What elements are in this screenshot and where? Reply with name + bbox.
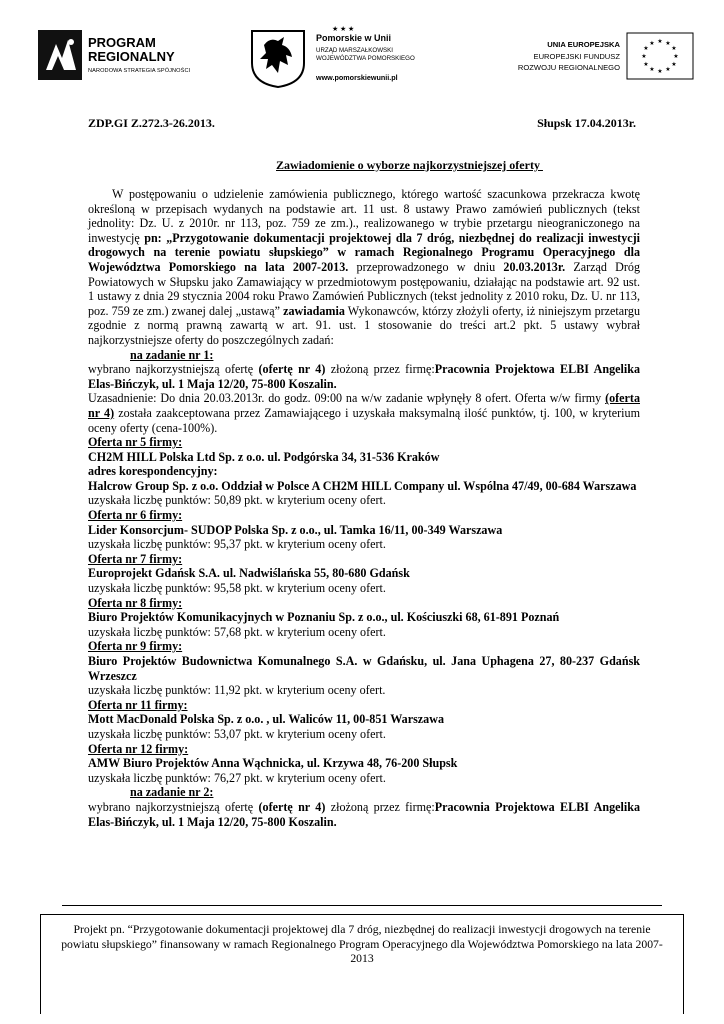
program-regionalny-logo	[38, 30, 198, 94]
svg-text:★: ★	[643, 45, 649, 52]
pomorskie-griffin-icon	[248, 29, 308, 89]
offer-9-points: uzyskała liczbę punktów: 11,92 pkt. w kryterium oceny ofert.	[88, 683, 386, 698]
offer-5-correspondence-header: adres korespondencyjny:	[88, 464, 218, 479]
eu-line3: ROZWOJU REGIONALNEGO	[517, 63, 620, 72]
regionalny-label: REGIONALNY	[88, 49, 175, 64]
program-label: PROGRAM	[88, 35, 156, 50]
offer-11-address: Mott MacDonald Polska Sp. z o.o. , ul. Waliców 11, 00-851 Warszawa	[88, 712, 444, 727]
svg-text:★: ★	[649, 40, 655, 47]
task2-selection: wybrano najkorzystniejszą ofertę (ofertę nr 4) złożoną przez firmę:Pracownia Projektowa ELBI Angelika Elas-Bińczyk, ul. 1 Maja 12/20, 75-800 Koszalin.	[88, 799, 641, 829]
offer-6-header: Oferta nr 6 firmy:	[88, 508, 183, 523]
offer-6-address: Lider Konsorcjum- SUDOP Polska Sp. z o.o., ul. Tamka 16/11, 00-349 Warszawa	[88, 522, 503, 537]
task1-label: na zadanie nr 1:	[130, 347, 214, 362]
project-footer	[40, 914, 684, 1014]
offer-9-address: Biuro Projektów Budownictwa Komunalnego S.A. w Gdańsku, ul. Jana Uphagena 27, 80-237 Gdańsk Wrzeszcz	[88, 654, 640, 683]
urzad-line1: URZĄD MARSZAŁKOWSKI	[316, 47, 394, 54]
svg-text:★: ★	[671, 45, 677, 52]
footer-divider	[62, 905, 662, 906]
eu-logo	[484, 32, 694, 88]
document-title: Zawiadomienie o wyborze najkorzystniejszej oferty	[276, 158, 543, 172]
offer-5-points: uzyskała liczbę punktów: 50,89 pkt. w kryterium oceny ofert.	[88, 493, 386, 508]
svg-text:★: ★	[649, 66, 655, 73]
svg-text:★: ★	[665, 66, 671, 73]
pomorskie-stars: ★ ★ ★	[332, 25, 355, 33]
document-reference: ZDP.GI Z.272.3-26.2013.	[88, 116, 215, 130]
svg-text:★: ★	[665, 40, 671, 47]
svg-text:★: ★	[671, 61, 677, 68]
eu-flag-icon	[626, 32, 694, 80]
footer-text: Projekt pn. “Przygotowanie dokumentacji projektowej dla 7 dróg, niezbędnej do realizacji inwestycji drogowych na terenie powiatu słupskiego” finansowany w ramach Regionalnego Program Operacyjnego dla Województwa Pomorskiego na lata 2007-2013	[61, 923, 663, 965]
eu-line1: UNIA EUROPEJSKA	[547, 40, 620, 49]
offer-8-points: uzyskała liczbę punktów: 57,68 pkt. w kryterium oceny ofert.	[88, 624, 386, 639]
task2-label: na zadanie nr 2:	[130, 785, 214, 800]
offer-8-header: Oferta nr 8 firmy:	[88, 595, 183, 610]
svg-text:★: ★	[641, 53, 647, 60]
offer-7-header: Oferta nr 7 firmy:	[88, 551, 183, 566]
svg-text:★: ★	[657, 68, 663, 75]
pomorskie-brand: Pomorskie w Unii	[316, 33, 392, 43]
offer-12-header: Oferta nr 12 firmy:	[88, 741, 189, 756]
header-logos	[28, 20, 694, 98]
offer-9-header: Oferta nr 9 firmy:	[88, 639, 183, 654]
place-and-date: Słupsk 17.04.2013r.	[537, 116, 636, 130]
offer-5-header: Oferta nr 5 firmy:	[88, 435, 183, 450]
program-regionalny-logo-icon	[38, 30, 82, 80]
svg-text:★: ★	[673, 53, 679, 60]
offer-11-points: uzyskała liczbę punktów: 53,07 pkt. w kryterium oceny ofert.	[88, 726, 386, 741]
intro-paragraph: W postępowaniu o udzielenie zamówienia publicznego, którego wartość szacunkowa przekracza kwotę określoną w przepisach wydanych na podstawie art. 11 ust. 8 ustawy Prawo zamówień publicznych (tekst jednolity: Dz. U. z 2010r. nr 113, poz. 759 ze zm.)., realizowanego w trybie przetargu nieograniczonego na inwestycję pn: „Przygotowanie dokumentacji projektowej dla 7 dróg, niezbędnej do realizacji inwestycji drogowych na terenie powiatu słupskiego” w ramach Regionalnego Programu Operacyjnego dla Województwa Pomorskiego na lata 2007-2013. przeprowadzonego w dniu 20.03.2013r. Zarząd Dróg Powiatowych w Słupsku jako Zamawiający w przedmiotowym postępowaniu, działając na podstawie art. 92 ust. 1 ustawy z dnia 29 stycznia 2004 roku Prawo Zamówień Publicznych (tekst jednolity z 2010 roku, Dz. U. nr 113, poz. 759 ze zm.) zwanej dalej „ustawą” zawiadamia Wykonawców, którzy złożyli oferty, iż niniejszym przetargu zgodnie z normą prawną zawartą w art. 91. ust. 1 stosowanie do treści art.2 pkt. 5 ustawy wybrał najkorzystniejsze oferty do poszczególnych zadań:	[88, 187, 641, 347]
urzad-line2: WOJEWÓDZTWA POMORSKIEGO	[316, 55, 415, 62]
document-body	[88, 187, 640, 829]
offer-6-points: uzyskała liczbę punktów: 95,37 pkt. w kryterium oceny ofert.	[88, 537, 386, 552]
offer-11-header: Oferta nr 11 firmy:	[88, 697, 188, 712]
task1-selection: wybrano najkorzystniejszą ofertę (ofertę nr 4) złożoną przez firmę:Pracownia Projektowa ELBI Angelika Elas-Bińczyk, ul. 1 Maja 12/20, 75-800 Koszalin.	[88, 362, 641, 391]
offer-12-address: AMW Biuro Projektów Anna Wąchnicka, ul. Krzywa 48, 76-200 Słupsk	[88, 756, 458, 771]
svg-text:★: ★	[657, 38, 663, 45]
offer-5-correspondence: Halcrow Group Sp. z o.o. Oddział w Polsce A CH2M HILL Company ul. Wspólna 47/49, 00-684 Warszawa	[88, 478, 637, 493]
eu-line2: EUROPEJSKI FUNDUSZ	[533, 52, 620, 61]
offer-7-address: Europrojekt Gdańsk S.A. ul. Nadwiślańska 55, 80-680 Gdańsk	[88, 566, 410, 581]
offer-5-address: CH2M HILL Polska Ltd Sp. z o.o. ul. Podgórska 34, 31-536 Kraków	[88, 449, 440, 464]
offer-7-points: uzyskała liczbę punktów: 95,58 pkt. w kryterium oceny ofert.	[88, 581, 386, 596]
svg-text:★: ★	[643, 61, 649, 68]
task1-justification: Uzasadnienie: Do dnia 20.03.2013r. do godz. 09:00 na w/w zadanie wpłynęły 8 ofert. Oferta w/w firmy (oferta nr 4) została zaakceptowana przez Zamawiającego i uzyskała maksymalną ilość punktów, tj. 100, w kryterium oceny oferty (cena-100%).	[88, 391, 640, 435]
offer-12-points: uzyskała liczbę punktów: 76,27 pkt. w kryterium oceny ofert.	[88, 770, 386, 785]
urzad-url: www.pomorskiewunii.pl	[316, 73, 398, 82]
pomorskie-logo	[248, 25, 423, 91]
nss-label: NARODOWA STRATEGIA SPÓJNOŚCI	[88, 68, 191, 74]
offer-8-address: Biuro Projektów Komunikacyjnych w Poznaniu Sp. z o.o., ul. Kościuszki 68, 61-891 Poznań	[88, 610, 560, 625]
